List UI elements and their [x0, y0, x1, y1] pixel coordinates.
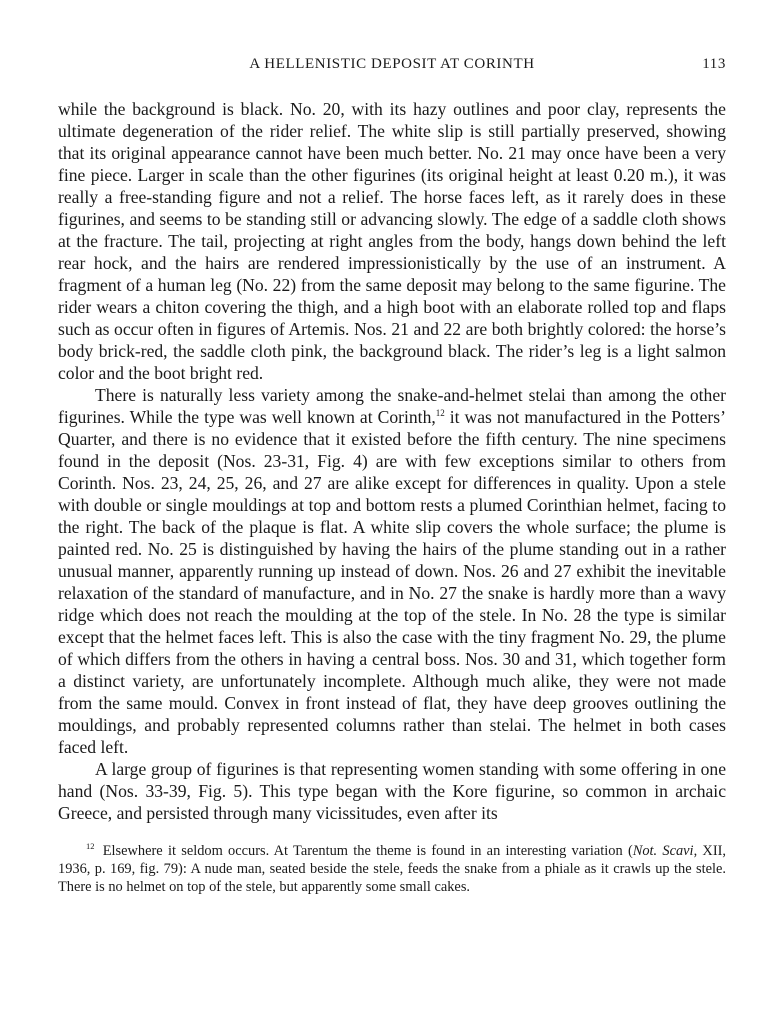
footnote-reference-12[interactable]: 12	[435, 408, 445, 418]
paragraph-3	[58, 758, 726, 824]
running-header	[58, 56, 726, 78]
footnote-text-before: Elsewhere it seldom occurs. At Tarentum the theme is found in an interesting variation (	[97, 843, 633, 859]
footnotes	[58, 842, 726, 896]
footnote-marker: 12	[86, 841, 95, 851]
footnote-text-after: , XII, 1936, p. 169, fig. 79): A nude man, seated beside the stele, feeds the snake from a phiale as it crawls up the stele. There is no helmet on top of the stele, but apparently some small cakes.	[58, 843, 726, 895]
running-title: A HELLENISTIC DEPOSIT AT CORINTH	[249, 56, 535, 72]
paragraph-2	[58, 384, 726, 758]
page	[58, 56, 726, 896]
paragraph-text: while the background is black. No. 20, with its hazy outlines and poor clay, represents the ultimate degeneration of the rider relief. The white slip is still partially preserved, showing that its original appearance cannot have been much better. No. 21 may once have been a very fine piece. Larger in scale than the other figurines (its original height at least 0.20 m.), it was really a free-standing figure and not a relief. The horse faces left, as it rarely does in these figurines, and seems to be standing still or advancing slowly. The edge of a saddle cloth shows at the fracture. The tail, projecting at right angles from the body, hangs down behind the left rear hock, and the hairs are rendered impressionistically by the use of an instrument. A fragment of a human leg (No. 22) from the same deposit may belong to the same figurine. The rider wears a chiton covering the thigh, and a high boot with an elaborate rolled top and flaps such as occur often in figures of Artemis. Nos. 21 and 22 are both brightly colored: the horse’s body brick-red, the saddle cloth pink, the background black. The rider’s leg is a light salmon color and the boot bright red.	[58, 99, 726, 383]
paragraph-text: it was not manufactured in the Potters’ Quarter, and there is no evidence that it existed before the fifth century. The nine specimens found in the deposit (Nos. 23-31, Fig. 4) are with few exceptions similar to others from Corinth. Nos. 23, 24, 25, 26, and 27 are alike except for differences in quality. Upon a stele with double or single mouldings at top and bottom rests a plumed Corinthian helmet, facing to the right. The back of the plaque is flat. A white slip covers the whole surface; the plume is painted red. No. 25 is distinguished by having the hairs of the plume standing out in a rather unusual manner, apparently running up instead of down. Nos. 26 and 27 exhibit the inevitable relaxation of the standard of manufacture, and in No. 27 the snake is hardly more than a wavy ridge which does not reach the moulding at the top of the stele. In No. 28 the type is similar except that the helmet faces left. This is also the case with the tiny fragment No. 29, the plume of which differs from the others in having a central boss. Nos. 30 and 31, which together form a distinct variety, are unfortunately incomplete. Although much alike, they were not made from the same mould. Convex in front instead of flat, they have deep grooves outlining the mouldings, and probably represented columns rather than stelai. The helmet in both cases faced left.	[58, 407, 726, 757]
footnote-citation: Not. Scavi	[632, 843, 694, 859]
paragraph-text: A large group of figurines is that representing women standing with some offering in one hand (Nos. 33-39, Fig. 5). This type began with the Kore figurine, so common in archaic Greece, and persisted through many vicissitudes, even after its	[58, 759, 726, 823]
body-text	[58, 98, 726, 824]
paragraph-text: There is naturally less variety among the snake-and-helmet stelai than among the other figurines. While the type was well known at Corinth,	[58, 385, 726, 427]
paragraph-1	[58, 98, 726, 384]
footnote-12	[58, 842, 726, 896]
page-number: 113	[702, 56, 726, 72]
